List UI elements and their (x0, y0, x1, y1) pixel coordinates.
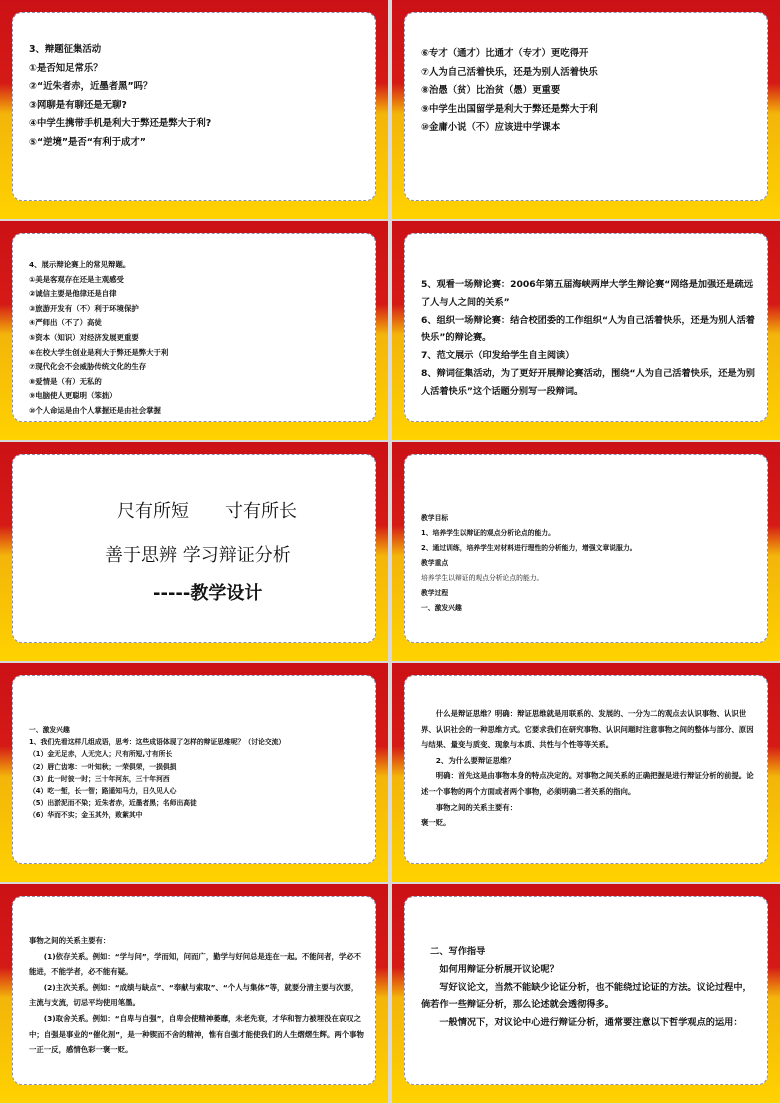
text-line: 事物之间的关系主要有： (29, 936, 111, 945)
text-line: ④中学生携带手机是利大于弊还是弊大于利? (29, 118, 212, 129)
slide-7[interactable] (0, 663, 388, 882)
slide-2[interactable] (392, 0, 780, 219)
text-line: （6）华而不实；金玉其外，败絮其中 (29, 811, 143, 820)
slide-3[interactable] (0, 221, 388, 440)
text-line: 3、辩题征集活动 (29, 44, 102, 55)
slide-card (12, 12, 376, 201)
text-line: ⑥专才（通才）比通才（专才）更吃得开 (421, 48, 589, 59)
slide-card (404, 675, 768, 864)
text-line: (2)主次关系。例如：“成绩与缺点”、“奉献与索取”、“个人与集体”等，就要分清主要与次要，主流与支流，切忌平均使用笔墨。 (29, 982, 359, 1008)
text-line: 教学过程 (421, 589, 449, 597)
slide-text (29, 933, 365, 1058)
text-line: （3）此一时彼一时；三十年河东，三十年河西 (29, 774, 170, 783)
slide-card (12, 233, 376, 422)
text-line: 教学重点 (421, 559, 449, 567)
text-line: ⑧治愚（贫）比治贫（愚）更重要 (421, 85, 561, 96)
text-line: 1、培养学生以辩证的观点分析论点的能力。 (421, 529, 555, 537)
title-line-3: -----教学设计 (153, 583, 263, 604)
slide-text (421, 706, 757, 831)
slide-9[interactable] (0, 884, 388, 1103)
text-line: ②诚信主要是他律还是自律 (29, 289, 117, 299)
slide-card (404, 896, 768, 1085)
text-line: ⑦现代化会不会威胁传统文化的生存 (29, 362, 147, 372)
text-line: 培养学生以辩证的观点分析论点的能力。 (421, 574, 544, 582)
text-line: 教学目标 (421, 514, 449, 522)
text-line: （5）出淤泥而不染；近朱者赤，近墨者黑；名师出高徒 (29, 799, 197, 808)
text-line: 5、观看一场辩论赛：2006年第五届海峡两岸大学生辩论赛“网络是加强还是疏远了人与人之间的关系” (421, 279, 754, 308)
slide-card (12, 896, 376, 1085)
text-line: ⑤资本（知识）对经济发展更重要 (29, 332, 139, 342)
text-line: 如何用辩证分析展开议论呢？ (421, 963, 559, 975)
slide-text (421, 45, 757, 138)
text-line: 二、写作指导 (421, 946, 486, 957)
slide-text (29, 724, 365, 822)
text-line: 7、范文展示（印发给学生自主阅读） (421, 350, 575, 362)
text-line: ⑦人为自己活着快乐，还是为别人活着快乐 (421, 66, 598, 78)
slide-5-title[interactable] (0, 442, 388, 661)
text-line: 4、展示辩论赛上的常见辩题。 (29, 260, 131, 269)
text-line: 一、激发兴趣 (421, 604, 462, 612)
text-line: ⑩金庸小说（不）应该进中学课本 (421, 122, 561, 133)
text-line: （4）吃一堑，长一智；路遥知马力，日久见人心 (29, 787, 177, 796)
slide-8[interactable] (392, 663, 780, 882)
slide-text (421, 943, 757, 1032)
slide-1[interactable] (0, 0, 388, 219)
text-line: ⑨电脑使人更聪明（笨拙） (29, 391, 117, 401)
slide-text (421, 511, 757, 616)
text-line: (1)依存关系。例如：“学与问”，学而知，问而广，勤学与好问总是连在一起。不能问者，学必不能进，不能学者，必不能有疑。 (29, 951, 362, 977)
text-line: ⑤“逆境”是否“有利于成才” (29, 136, 146, 148)
text-line: (3)取舍关系。例如：“自卑与自强”，自卑会使精神萎靡，未老先衰，才华和智力被埋没在哀叹之中；自强是事业的“催化剂”，是一种锲而不舍的精神，惟有自强才能使我们的人生熠熠生辉。两个事物一正一反，感情色彩一褒一贬。 (29, 1013, 364, 1055)
text-line: 2、通过训练，培养学生对材料进行理性的分析能力，增强文章说服力。 (421, 544, 637, 552)
text-line: ④严师出（不了）高徒 (29, 318, 102, 328)
slide-card (12, 454, 376, 643)
slide-4[interactable] (392, 221, 780, 440)
title-line-2: 善于思辨 学习辩证分析 (105, 545, 291, 566)
text-line: 明确：首先这是由事物本身的特点决定的。对事物之间关系的正确把握是进行辩证分析的前提。论述一个事物的两个方面或者两个事物，必须明确二者关系的指向。 (421, 771, 754, 796)
text-line: （2）唇亡齿寒：一叶知秋；一荣俱荣，一损俱损 (29, 762, 177, 771)
text-line: ⑥在校大学生创业是利大于弊还是弊大于利 (29, 347, 169, 357)
text-line: ⑧爱情是（有）无私的 (29, 376, 102, 386)
slide-text (421, 276, 757, 401)
text-line: ①是否知足常乐？ (29, 62, 103, 74)
title-line-1: 尺有所短 寸有所长 (117, 501, 297, 522)
text-line: 什么是辩证思维？明确：辩证思维就是用联系的、发展的、一分为二的观点去认识事物、认识世界、认识社会的一种思维方式。它要求我们在研究事物、认识问题时注意事物之间的整体与部分、原因与结果、量变与质变、现象与本质、共性与个性等等关系。 (421, 709, 754, 750)
slide-10[interactable] (392, 884, 780, 1103)
text-line: （1）金无足赤，人无完人；尺有所短,寸有所长 (29, 750, 173, 759)
text-line: 1、我们先看这样几组成语，思考：这些成语体现了怎样的辩证思维呢？（讨论交流） (29, 738, 286, 747)
text-line: 事物之间的关系主要有： (421, 802, 518, 812)
text-line: ⑩个人命运是由个人掌握还是由社会掌握 (29, 405, 161, 415)
slide-6[interactable] (392, 442, 780, 661)
text-line: 写好议论文，当然不能缺少论证分析，也不能绕过论证的方法。议论过程中，倘若作一些辩证分析，那么论述就会透彻得多。 (421, 981, 752, 1011)
text-line: 8、辩词征集活动，为了更好开展辩论赛活动，围绕“人为自己活着快乐，还是为别人活着快乐”这个话题分别写一段辩词。 (421, 367, 755, 397)
text-line: ①美是客观存在还是主观感受 (29, 274, 124, 284)
text-line: 一般情况下，对议论中心进行辩证分析，通常要注意以下哲学观点的运用： (421, 1017, 743, 1029)
text-line: 一、激发兴趣 (29, 726, 70, 734)
slide-text (29, 41, 365, 152)
slide-card (404, 233, 768, 422)
slide-card (404, 454, 768, 643)
slide-card (12, 675, 376, 864)
text-line: ③网聊是有聊还是无聊? (29, 99, 127, 111)
slide-card (404, 12, 768, 201)
text-line: ⑨中学生出国留学是利大于弊还是弊大于利 (421, 103, 598, 115)
text-line: 2、为什么要辩证思维？ (421, 755, 515, 765)
text-line: 褒一贬。 (421, 818, 451, 828)
text-line: ③旅游开发有（不）利于环境保护 (29, 303, 139, 313)
text-line: 6、组织一场辩论赛：结合校团委的工作组织“人为自己活着快乐，还是为别人活着快乐”的辩论赛。 (421, 314, 755, 344)
slide-text (29, 258, 365, 419)
text-line: ②“近朱者赤，近墨者黑”吗？ (29, 81, 153, 92)
